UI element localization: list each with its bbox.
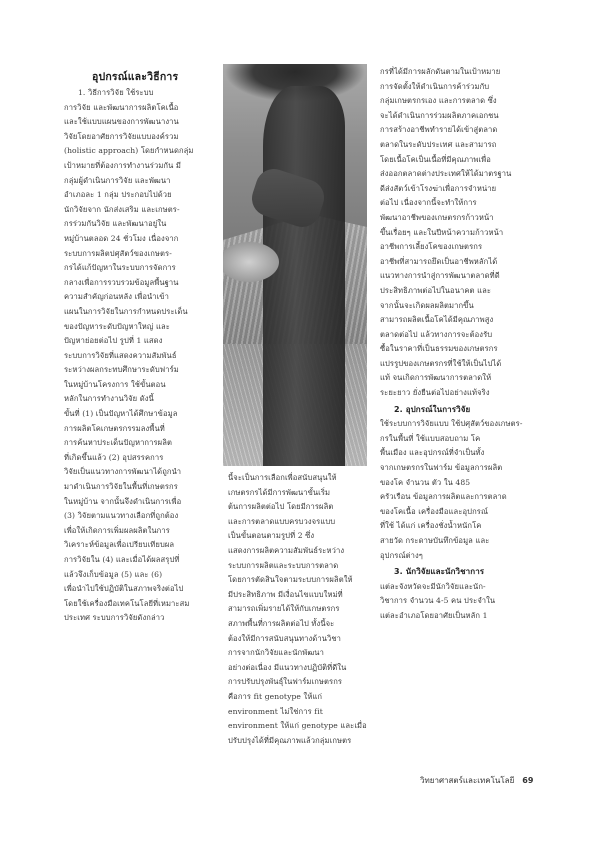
text-line: ดีส่งสัตว์เข้าโรงฆ่าเพื่อการจำหน่าย xyxy=(380,183,497,193)
text-line: ตลาดต่อไป แล้วทางการจะต้องรับ xyxy=(380,329,493,339)
text-line: ประเทศ ระบบการวิจัยดังกล่าว xyxy=(64,613,165,623)
text-line: วิเคราะห์ข้อมูลเพื่อเปรียบเทียบผล xyxy=(64,540,175,550)
text-line: ระยะยาว ยั่งยืนต่อไปอย่างแท้จริง xyxy=(380,388,490,398)
text-line: ต้นการผลิตต่อไป โดยมีการผลิต xyxy=(228,502,334,512)
text-line: วิจัยเป็นแนวทางการพัฒนาได้ถูกนำ xyxy=(64,467,182,477)
text-line: ระบบการผลิตและระบบการตลาด xyxy=(228,560,339,570)
text-line: (3) วิจัยตามแนวทางเลือกที่ถูกต้อง xyxy=(64,511,179,521)
text-line: ขึ้นเรื่อยๆ และในปีหน้าความก้าวหน้า xyxy=(380,227,504,237)
text-line: วิจัยโดยอาศัยการวิจัยแบบองค์รวม xyxy=(64,131,179,141)
text-line: ต้องให้มีการสนับสนุนทางด้านวิชา xyxy=(228,633,341,643)
text-line: การค้นหาประเด็นปัญหาการผลิต xyxy=(64,438,173,448)
text-column-right xyxy=(380,65,530,624)
text-line: การสร้างอาชีพทำรายได้เข้าสู่ตลาด xyxy=(380,125,498,135)
text-line: 1. วิธีการวิจัย ใช้ระบบ xyxy=(78,88,154,97)
text-line: กรในพื้นที่ ใช้แบบสอบถาม โค xyxy=(380,433,481,443)
text-line: การผลิตโคเกษตรกรรมลงพื้นที่ xyxy=(64,423,165,433)
text-line: กลุ่มเกษตรกรเอง และการตลาด ซึ่ง xyxy=(380,96,497,106)
text-line: สามารถผลิตเนื้อโคได้มีคุณภาพสูง xyxy=(380,315,494,325)
text-column-left xyxy=(64,86,216,626)
text-line: จะได้ดำเนินการร่วมผลิตภาคเอกชน xyxy=(380,110,499,120)
text-line: หมู่บ้านตลอด 24 ชั่วโมง เนื่องจาก xyxy=(64,233,179,243)
text-line: การปรับปรุงพันธุ์ในฟาร์มเกษตรกร xyxy=(228,677,343,687)
text-line: environment ไม่ใช่การ fit xyxy=(228,706,323,716)
text-line: เป้าหมายที่ต้องการทำงานร่วมกัน มี xyxy=(64,160,182,170)
right-column-intro xyxy=(380,65,530,401)
text-line: สายวัด กระดาษบันทึกข้อมูล และ xyxy=(380,536,490,545)
text-line: และใช้แบบแผนของการพัฒนางาน xyxy=(64,117,179,127)
text-line: ตลาดในระดับประเทศ และสามารถ xyxy=(380,139,497,149)
page-footer xyxy=(420,774,533,787)
text-line: กรร่วมกันวิจัย และพัฒนาอยู่ใน xyxy=(64,219,167,229)
text-line: ที่เกิดขึ้นแล้ว (2) อุปสรรคการ xyxy=(64,452,164,462)
text-line: ใช้ระบบการวิจัยแบบ ใช้ปศุสัตว์ของเกษตร- xyxy=(380,419,523,429)
text-line: เพื่อให้เกิดการเพิ่มผลผลิตในการ xyxy=(64,525,170,535)
text-line: กรได้แก้ปัญหาในระบบการจัดการ xyxy=(64,263,176,273)
text-line: ของโค จำนวน ตัว ใน 485 xyxy=(380,477,471,487)
text-line: ที่ใช้ ได้แก่ เครื่องชั่งน้ำหนักโค xyxy=(380,521,482,531)
researchers-paragraph xyxy=(380,580,530,624)
text-line: คือการ fit genotype ให้แก่ xyxy=(228,691,323,701)
text-line: แท้ จนเกิดการพัฒนาการตลาดให้ xyxy=(380,373,492,383)
text-line: เป็นขั้นตอนตามรูปที่ 2 ซึ่ง xyxy=(228,531,315,541)
photo-farmer-figure xyxy=(263,86,345,466)
text-line: ปรับปรุงได้ที่มีคุณภาพแล้วกลุ่มเกษตร xyxy=(228,735,352,745)
text-line: โดยการตัดสินใจตามระบบการผลิตให้ xyxy=(228,575,353,585)
text-line: พัฒนาอาชีพของเกษตรกรก้าวหน้า xyxy=(380,212,494,222)
text-line: การวิจัย และพัฒนาการผลิตโคเนื้อ xyxy=(64,102,179,112)
text-line: เกษตรกรได้มีการพัฒนาขั้นเริ่ม xyxy=(228,487,331,497)
text-line: ปัญหาย่อยต่อไป รูปที่ 1 แสดง xyxy=(64,336,163,346)
text-line: ระบบการวิจัยที่แสดงความสัมพันธ์ xyxy=(64,350,177,360)
text-line: วิชาการ จำนวน 4-5 คน ประจำใน xyxy=(380,596,496,606)
farmer-photo xyxy=(223,64,367,466)
text-line: ในหมู่บ้านโครงการ ใช้ขั้นตอน xyxy=(64,379,166,389)
text-line: อย่างต่อเนื่อง มีแนวทางปฏิบัติที่ดีใน xyxy=(228,662,347,672)
text-line: อำเภอละ 1 กลุ่ม ประกอบไปด้วย xyxy=(64,190,172,200)
text-line: ของปัญหาระดับปัญหาใหญ่ และ xyxy=(64,321,170,331)
text-line: สามารถเพิ่มรายได้ให้กับเกษตรกร xyxy=(228,604,340,614)
text-line: ประสิทธิภาพต่อไปในอนาคต และ xyxy=(380,285,492,295)
text-line: แต่ละอำเภอโดยอาศัยเป็นหลัก 1 xyxy=(380,610,488,620)
text-line: การวิจัยใน (4) และเมื่อได้ผลสรุปที่ xyxy=(64,555,180,564)
text-line: (holistic approach) โดยกำหนดกลุ่ม xyxy=(64,146,194,156)
text-line: อุปกรณ์ต่างๆ xyxy=(380,550,423,560)
text-line: การจัดตั้งให้ดำเนินการค้าร่วมกับ xyxy=(380,81,490,91)
text-line: และการตลาดแบบครบวงจรแบบ xyxy=(228,516,336,526)
text-line: แล้วจึงเก็บข้อมูล (5) และ (6) xyxy=(64,569,163,579)
text-line: ขั้นที่ (1) เป็นปัญหาได้ศึกษาข้อมูล xyxy=(64,409,178,419)
text-line: แนวทางการนำสู่การพัฒนาตลาดที่ดี xyxy=(380,271,500,281)
text-line: นักวิจัยจาก นักส่งเสริม และเกษตร- xyxy=(64,204,180,214)
text-line: หลักในการทำงานวิจัย ดังนี้ xyxy=(64,394,154,404)
subsection-heading-researchers: 3. นักวิจัยและนักวิชาการ xyxy=(394,567,485,577)
text-line: ซื้อในราคาที่เป็นธรรมของเกษตรกร xyxy=(380,344,498,354)
text-line: ของโคเนื้อ เครื่องมือและอุปกรณ์ xyxy=(380,506,489,516)
text-line: สภาพพื้นที่การผลิตต่อไป ทั้งนี้จะ xyxy=(228,618,335,628)
text-line: แสดงการผลิตความสัมพันธ์ระหว่าง xyxy=(228,545,345,555)
text-line: กรที่ได้มีการผลักดันตามในเป้าหมาย xyxy=(380,67,501,76)
text-line: แต่ละจังหวัดจะมีนักวิจัยและนัก- xyxy=(380,581,486,591)
text-line: นี้จะเป็นการเลือกเพื่อสนับสนุนให้ xyxy=(228,473,337,482)
text-line: อาชีพการเลี้ยงโคของเกษตรกร xyxy=(380,242,483,252)
text-line: โดยเนื้อโคเป็นเนื้อที่มีคุณภาพเพื่อ xyxy=(380,154,491,164)
text-line: ต่อไป เนื่องจากนี้จะทำให้การ xyxy=(380,198,477,208)
text-line: มีประสิทธิภาพ มีเงื่อนไขแบบใหม่ที่ xyxy=(228,589,343,599)
page-number: 69 xyxy=(522,776,534,785)
section-heading: อุปกรณ์และวิธีการ xyxy=(92,71,179,83)
text-line: การจากนักวิจัยและนักพัฒนา xyxy=(228,648,324,658)
text-line: พื้นเมือง และอุปกรณ์ที่จำเป็นทั้ง xyxy=(380,448,485,458)
text-line: กลางเพื่อการรวบรวมข้อมูลพื้นฐาน xyxy=(64,277,179,287)
text-line: ในหมู่บ้าน จากนั้นจึงดำเนินการเพื่อ xyxy=(64,496,182,506)
text-line: ส่งออกตลาดต่างประเทศให้ได้มาตรฐาน xyxy=(380,169,512,179)
text-column-middle xyxy=(228,471,368,748)
text-line: มาดำเนินการวิจัยในพื้นที่เกษตรกร xyxy=(64,482,178,492)
text-line: แปรรูปของเกษตรกรที่ใช้ให้เป็นไปได้ xyxy=(380,358,502,368)
text-line: แผนในการวิจัยในการกำหนดประเด็น xyxy=(64,306,188,316)
text-line: อาชีพที่สามารถยึดเป็นอาชีพหลักได้ xyxy=(380,256,498,266)
text-line: ระหว่างผลกระทบศึกษาระดับฟาร์ม xyxy=(64,365,179,375)
subsection-heading-equipment: 2. อุปกรณ์ในการวิจัย xyxy=(394,404,471,414)
text-line: โดยใช้เครื่องมือเทคโนโลยีที่เหมาะสม xyxy=(64,598,190,608)
text-line: ครัวเรือน ข้อมูลการผลิตและการตลาด xyxy=(380,492,507,502)
equipment-paragraph xyxy=(380,417,530,563)
text-line: จากเกษตรกรในฟาร์ม ข้อมูลการผลิต xyxy=(380,463,503,473)
text-line: ระบบการผลิตปศุสัตว์ของเกษตร- xyxy=(64,248,172,258)
text-line: จากนั้นจะเกิดผลผลิตมากขึ้น xyxy=(380,300,474,310)
text-line: ความสำคัญก่อนหลัง เพื่อนำเข้า xyxy=(64,292,169,302)
text-line: กลุ่มผู้ดำเนินการวิจัย และพัฒนา xyxy=(64,175,171,185)
text-line: เพื่อนำไปใช้ปฏิบัติในสภาพจริงต่อไป xyxy=(64,584,184,594)
text-line: environment ให้แก่ genotype และเมื่อ xyxy=(228,721,367,731)
journal-name: วิทยาศาสตร์และเทคโนโลยี xyxy=(420,776,515,785)
